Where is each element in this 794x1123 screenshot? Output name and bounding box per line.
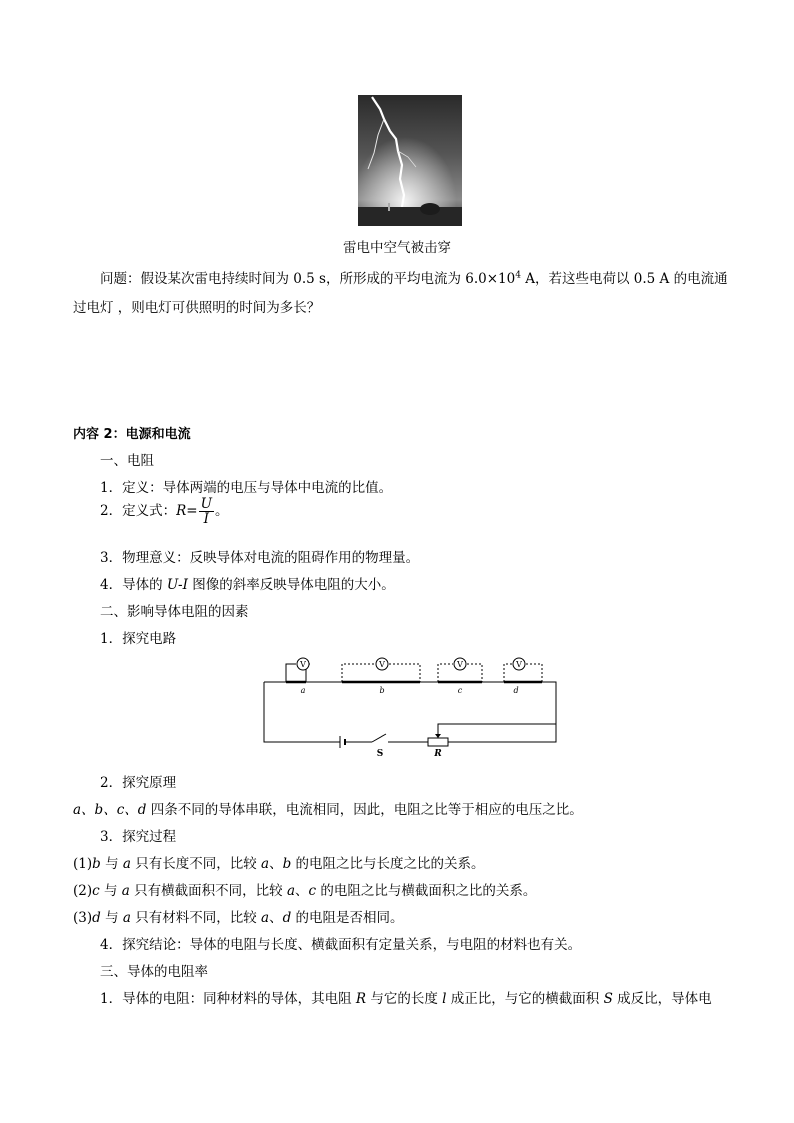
question-exponent: 4 xyxy=(515,270,521,281)
part1-item1: 1．定义：导体两端的电压与导体中电流的比值。 xyxy=(100,480,393,496)
step3-m2: 只有材料不同，比较 xyxy=(130,910,262,926)
rheostat-arrow-icon xyxy=(435,734,441,738)
lightning-photo xyxy=(358,95,462,226)
question-line-1 xyxy=(100,267,728,287)
item2-prefix: 2．定义式： xyxy=(100,503,177,520)
voltmeter-d-label: V xyxy=(516,660,522,669)
part1-item2 xyxy=(100,497,228,526)
step2-v2: a xyxy=(121,883,130,899)
question-text-a: 问题：假设某次雷电持续时间为 0.5 s，所形成的平均电流为 6.0×10 xyxy=(100,271,516,287)
part1-item4 xyxy=(100,573,395,593)
p3-text-c: 成正比，与它的横截面积 xyxy=(446,991,604,1007)
formula-denominator: I xyxy=(203,511,209,528)
item4-prefix: 4．导体的 xyxy=(100,577,167,593)
p3-var-l: l xyxy=(442,991,447,1007)
step2-m3: 、 xyxy=(295,883,309,899)
conductor-label-c: c xyxy=(457,686,463,695)
item4-suffix: 图像的斜率反映导体电阻的大小。 xyxy=(187,577,395,593)
item4-var: U-I xyxy=(166,577,188,593)
voltmeter-a-label: V xyxy=(300,660,306,669)
principle-line xyxy=(73,798,583,818)
step3-v2: a xyxy=(122,910,131,926)
step-3 xyxy=(73,906,404,926)
step1-m2: 只有长度不同，比较 xyxy=(130,856,262,872)
step2-m4: 的电阻之比与横截面积之比的关系。 xyxy=(316,883,537,899)
rheostat-body xyxy=(428,738,448,746)
step1-m3: 、 xyxy=(269,856,283,872)
step1-v3: a xyxy=(261,856,270,872)
switch-label: S xyxy=(376,749,384,759)
step1-m1: 与 xyxy=(100,856,123,872)
figure-caption: 雷电中空气被击穿 xyxy=(343,240,451,256)
part2-item3: 3．探究过程 xyxy=(100,829,177,845)
step2-v1: c xyxy=(92,883,100,899)
step3-m3: 、 xyxy=(269,910,283,926)
circuit-diagram xyxy=(262,656,558,764)
step2-m1: 与 xyxy=(99,883,122,899)
conductor-label-b: b xyxy=(379,686,385,695)
p3-text-a: 1．导体的电阻：同种材料的导体，其电阻 xyxy=(100,991,356,1007)
step3-pre: (3) xyxy=(73,910,93,926)
circuit-wire-right xyxy=(448,724,556,742)
part2-item1: 1．探究电路 xyxy=(100,631,177,647)
formula-equals: = xyxy=(186,503,198,520)
circuit-wire-top xyxy=(264,682,556,734)
question-text-b: A，若这些电荷以 0.5 A 的电流通 xyxy=(520,271,728,287)
rheostat-label: R xyxy=(434,749,442,759)
p3-text-b: 与它的长度 xyxy=(366,991,443,1007)
item2-suffix: 。 xyxy=(214,503,229,520)
part2-heading: 二、影响导体电阻的因素 xyxy=(100,604,249,620)
step-1 xyxy=(73,852,485,872)
step1-m4: 的电阻之比与长度之比的关系。 xyxy=(291,856,485,872)
question-line-2: 过电灯 ，则电灯可供照明的时间为多长？ xyxy=(73,300,321,316)
step3-v1: d xyxy=(92,910,101,926)
principle-vars: a、b、c、d xyxy=(73,802,147,818)
step3-v3: a xyxy=(261,910,270,926)
part2-item2: 2．探究原理 xyxy=(100,775,177,791)
step-2 xyxy=(73,879,536,899)
step1-v1: b xyxy=(92,856,101,872)
part3-heading: 三、导体的电阻率 xyxy=(100,964,208,980)
step1-v2: a xyxy=(122,856,131,872)
conductor-label-d: d xyxy=(513,686,519,695)
section-title: 内容 2：电源和电流 xyxy=(73,427,191,442)
switch-blade xyxy=(372,734,386,742)
lightning-bolt-icon xyxy=(358,95,462,226)
step2-pre: (2) xyxy=(73,883,93,899)
step2-v3: a xyxy=(286,883,295,899)
formula-fraction xyxy=(199,497,214,526)
step3-m4: 的电阻是否相同。 xyxy=(291,910,404,926)
part1-heading: 一、电阻 xyxy=(100,453,154,469)
step2-v4: c xyxy=(308,883,317,899)
voltmeter-c-label: V xyxy=(457,660,463,669)
p3-text-d: 成反比，导体电 xyxy=(612,991,712,1007)
step3-m1: 与 xyxy=(100,910,123,926)
step2-m2: 只有横截面积不同，比较 xyxy=(129,883,287,899)
principle-text: 四条不同的导体串联，电流相同，因此，电阻之比等于相应的电压之比。 xyxy=(146,802,583,818)
p3-var-s: S xyxy=(603,991,613,1007)
step3-v4: d xyxy=(282,910,292,926)
step1-v4: b xyxy=(282,856,292,872)
part3-item1 xyxy=(100,987,712,1007)
p3-var-r: R xyxy=(355,991,367,1007)
formula-numerator: U xyxy=(200,496,212,512)
part1-item3: 3．物理意义：反映导体对电流的阻碍作用的物理量。 xyxy=(100,550,420,566)
step1-pre: (1) xyxy=(73,856,93,872)
part2-item4: 4．探究结论：导体的电阻与长度、横截面积有定量关系，与电阻的材料也有关。 xyxy=(100,937,582,953)
voltmeter-b-label: V xyxy=(379,660,385,669)
conductor-label-a: a xyxy=(300,686,306,695)
formula-r: R xyxy=(176,503,187,520)
